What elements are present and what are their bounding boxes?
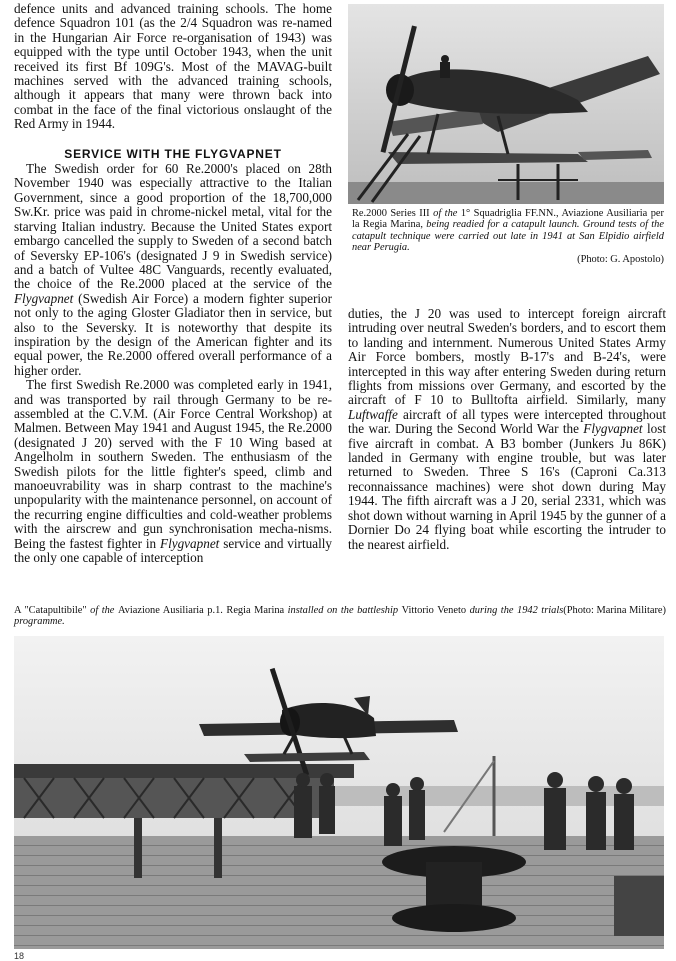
caption-text: Aviazione Ausiliaria p.1. Regia Marina — [117, 605, 285, 616]
intro-paragraph: defence units and advanced training schools. The home defence Squadron 101 (as the 2/4 Squadron was re-named in the Hungarian Air Force re-organisation of 1943) was equipped with the type until October 1943, when the unit received its first Bf 109G's. Most of the MAVAG-built machines served with the advanced training schools, although it appears that many were thrown back into combat in the face of the final victorious onslaught of the Red Army in 1944. — [14, 1, 332, 132]
text-run: service and virtually the only one capable of interception — [14, 535, 332, 566]
caption-text: of the — [433, 208, 458, 219]
caption-text: Vittorio Veneto — [401, 605, 467, 616]
text-run: (Swedish Air Force) a modern fighter superior not only to the aging Gloster Gladiator then in service, but also to the Seversky. It is noteworthy that despite its inspiration by the design of the American fighter and its equal power, the Re.2000 offered overall performance of a higher order. — [14, 290, 333, 378]
text-run: duties, the J 20 was used to intercept foreign aircraft intruding over neutral Sweden's borders, and to escort them to landing and internment. Numerous United States Army Air Force bombers, mostly B-17's and B-24's, were intercepted in this way after entering Sweden during return flights from missions over Germany, and escorted by the aircraft of F 10 to Bulltofta airfield. Similarly, many — [348, 306, 666, 408]
battleship-deck-illustration — [14, 636, 664, 949]
caption-top-photo — [352, 208, 664, 265]
italic-term: Flygvapnet — [583, 421, 643, 437]
caption-text: installed on the battleship — [287, 605, 399, 616]
paragraph-interception-duties — [348, 307, 666, 552]
caption-text: 1° Squadriglia FF.NN., Aviazione Ausiliaria per la Regia Marina, — [352, 208, 665, 231]
photo-credit: (Photo: Marina Militare) — [563, 605, 666, 616]
caption-text: A "Catapultibile" — [14, 605, 87, 616]
text-run: lost five aircraft in combat. A B3 bomber (Junkers Ju 86K) landed in Germany with engine trouble, but was later returned to Sweden. Three S 16's (Caproni Ca.313 reconnaissance machines) were shot down during May 1944. The fifth aircraft was a J 20, serial 2331, which was shot down without warning in April 1945 by the gunner of a Dornier Do 24 flying boat while escorting the intruder to the nearest airfield. — [348, 421, 666, 552]
photo-credit: (Photo: G. Apostolo) — [577, 253, 664, 265]
seaplane-illustration — [348, 4, 664, 204]
paragraph-swedish-order — [14, 162, 332, 378]
italic-term: Flygvapnet — [160, 535, 220, 551]
caption-text: Re.2000 Series III — [352, 208, 430, 219]
caption-text: of the — [90, 605, 115, 616]
text-run: The Swedish order for 60 Re.2000's placed on 28th November 1940 was especially attractive to the Italian Government, since a good proportion of the 18,700,000 Sw.Kr. price was paid in chrome-nickel metal, vital for the starving Italian industry. Because the United States export embargo cancelled the supply to Sweden of a second batch of Seversky EP-106's (designated J 9 in Swedish service) and a batch of Vultee 48C Vanguards, recently evaluated, the choice of the Re.2000 placed at the service of the — [14, 161, 332, 292]
text-run: The first Swedish Re.2000 was completed early in 1941, and was transported by rail through Germany to be re-assembled at the C.V.M. (Air Force Central Workshop) at Malmen. Between May 1941 and August 1945, the Re.2000 (designated J 20) served with the F 10 Wing based at Angelholm in southern Sweden. The enthusiasm of the Swedish pilots for the little fighter's speed, climb and manoeuvrability was in sharp contrast to the machine's unpopularity with the maintenance personnel, on account of the recurring engine difficulties and cold-weather problems with the airscrew and gun synchronisation mecha-nisms. Being the fastest fighter in — [14, 377, 332, 551]
photo-battleship-catapult-seaplane — [14, 636, 664, 949]
caption-text: during the 1942 trials programme. — [14, 605, 564, 628]
italic-term: Flygvapnet — [14, 290, 74, 306]
right-text-column — [348, 307, 666, 552]
photo-seaplane-catapult-ground-test — [348, 4, 664, 204]
text-run: aircraft of all types were intercepted throughout the war. During the Second World War the — [348, 406, 667, 437]
section-heading: SERVICE WITH THE FLYGVAPNET — [64, 146, 282, 161]
page-number: 18 — [14, 951, 25, 961]
paragraph-first-swedish-re2000 — [14, 378, 332, 565]
caption-bottom-photo — [14, 605, 666, 628]
caption-text: being readied for a catapult launch. Ground tests of the catapult technique were carried out late in 1941 at San Elpidio airfield near Perugia. — [352, 219, 664, 254]
left-text-column — [14, 2, 332, 565]
italic-term: Luftwaffe — [348, 406, 398, 422]
